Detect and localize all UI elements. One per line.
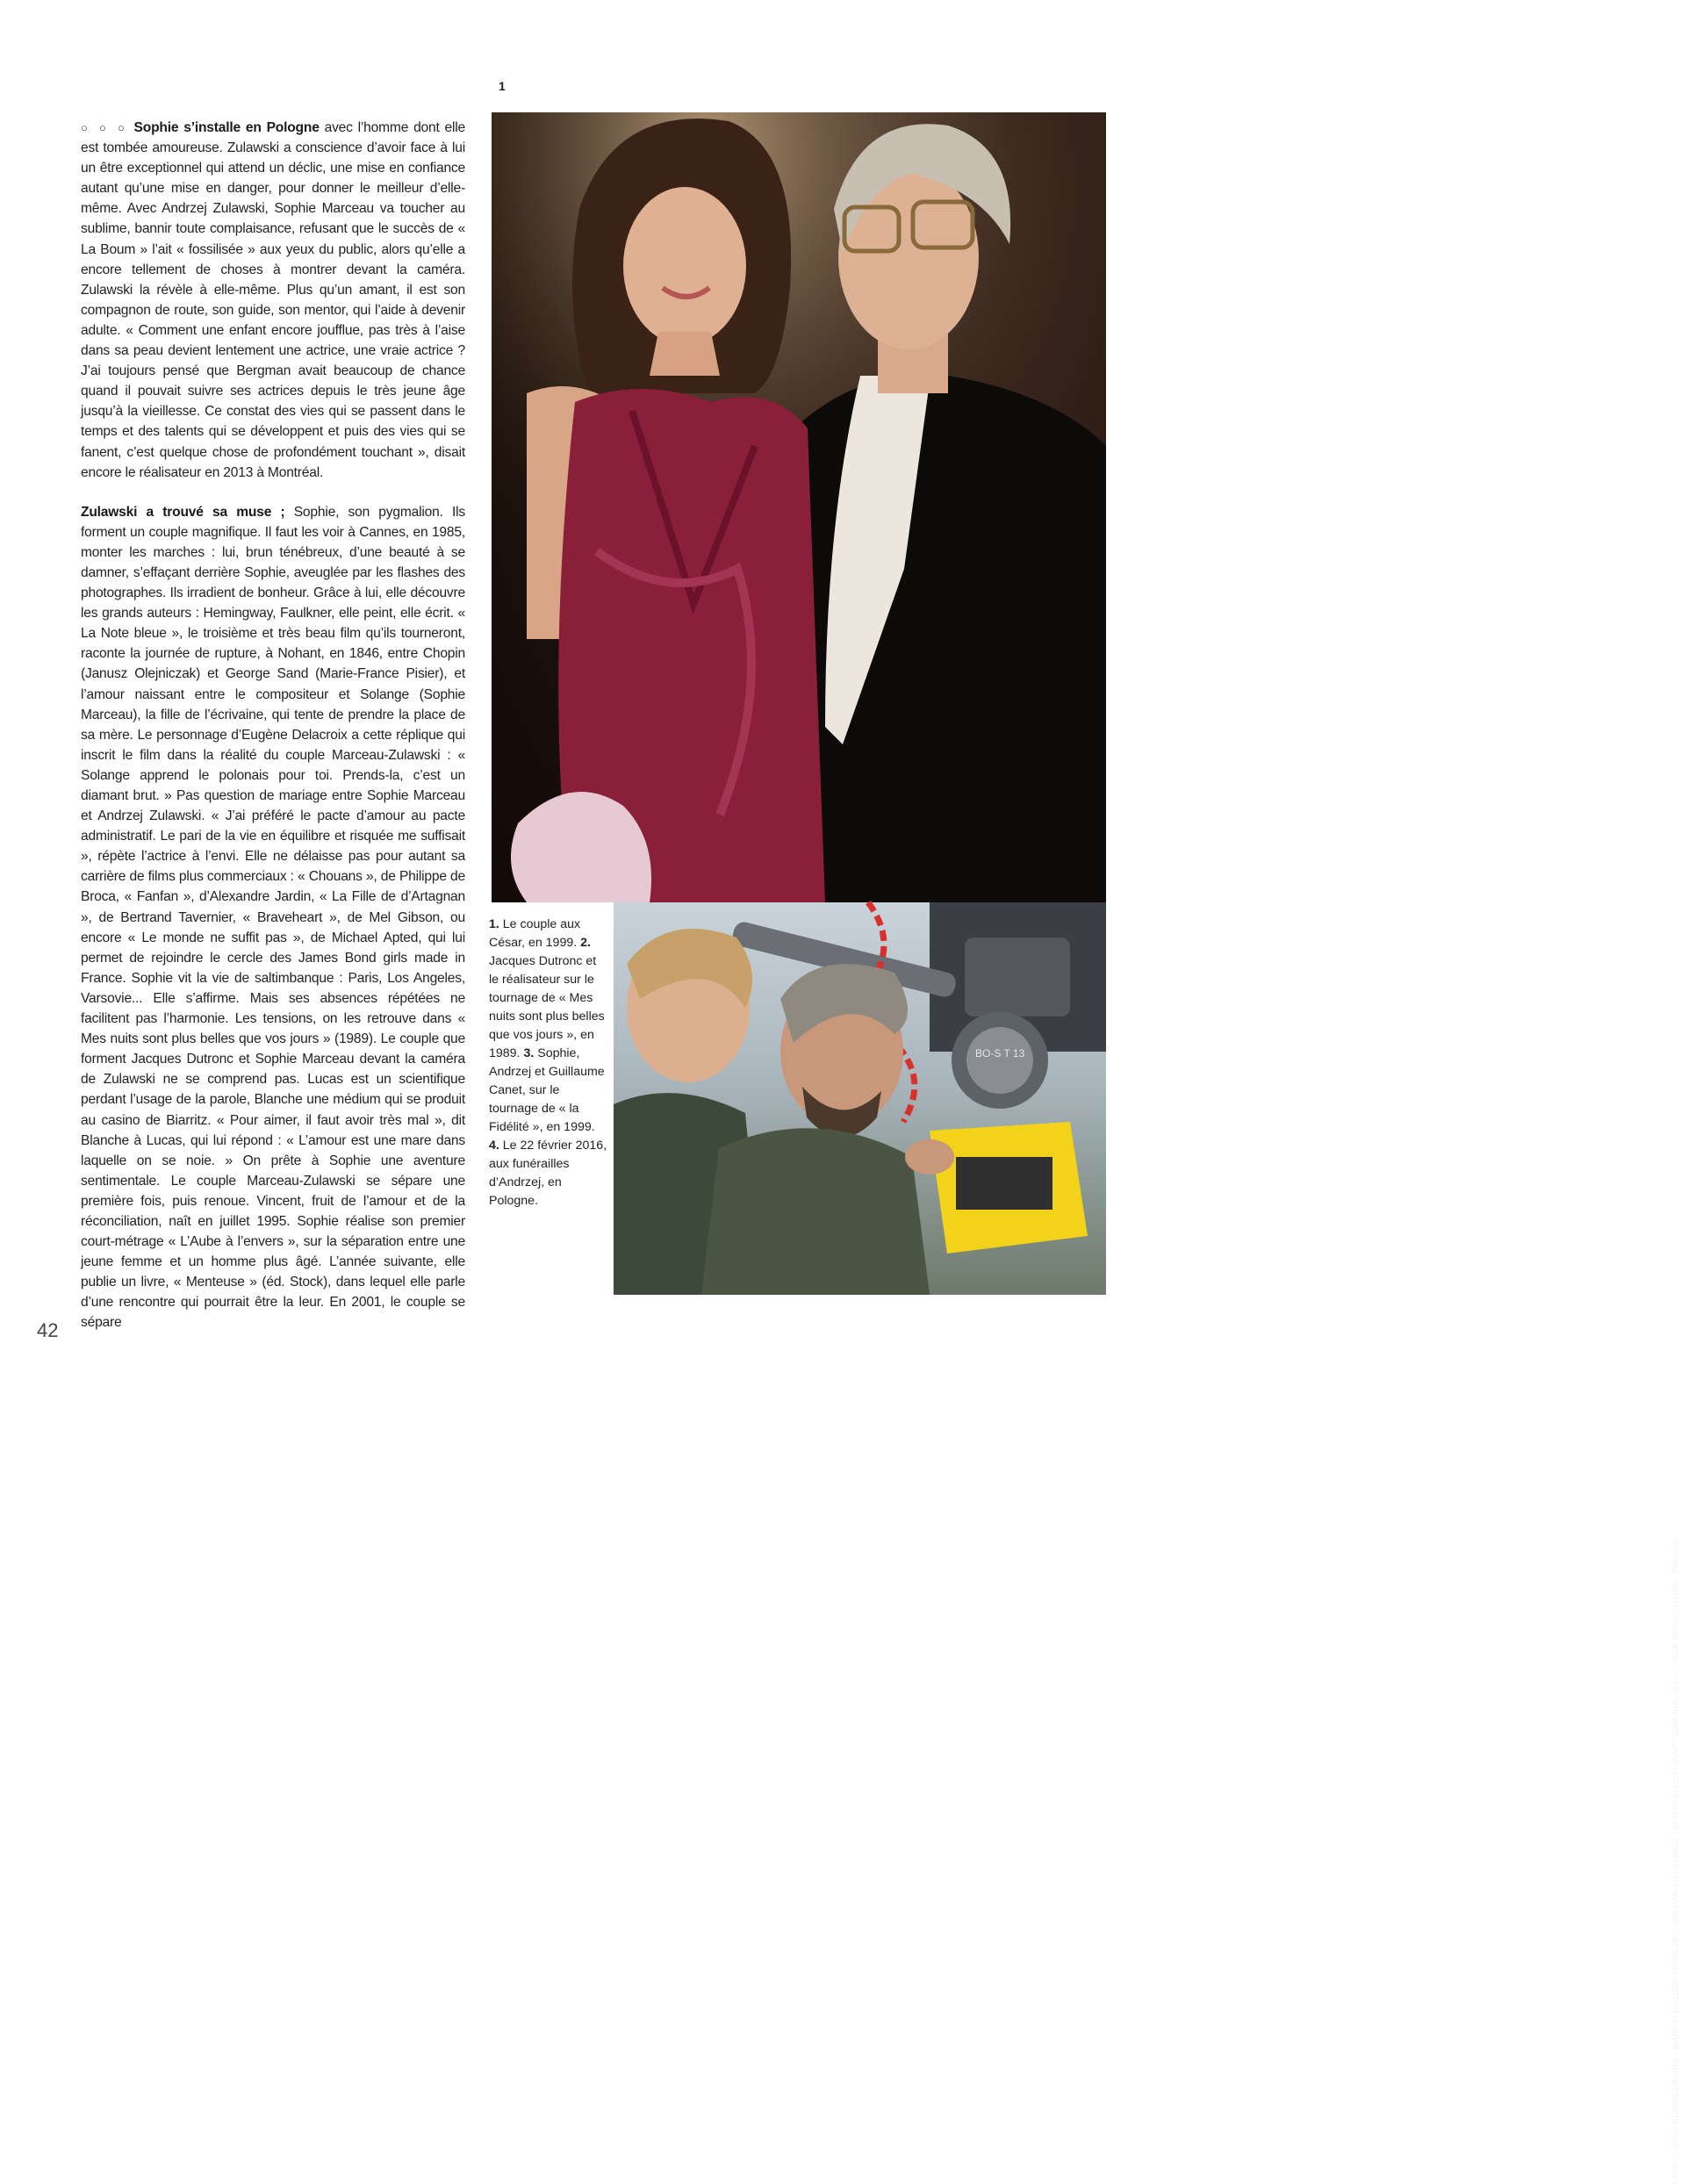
camera-label: BO-S T 13 <box>975 1047 1025 1060</box>
paragraph-1 <box>81 118 465 483</box>
lead-in-2: Zulawski a trouvé sa muse ; <box>81 504 285 520</box>
caption-num-3: 3. <box>523 1046 535 1060</box>
page-number: 42 <box>37 1319 59 1341</box>
photo-2-illustration <box>614 902 1106 1295</box>
caption-text-1: Le couple aux César, en 1999. <box>489 917 581 950</box>
lead-in-1: Sophie s’installe en Pologne <box>133 120 320 135</box>
caption-num-4: 4. <box>489 1139 499 1153</box>
article-column <box>81 118 465 1353</box>
photo-1-number: 1 <box>499 79 506 93</box>
photo-1-illustration <box>492 112 1106 902</box>
photo-film-set <box>614 902 1681 2184</box>
caption-text-4: Le 22 février 2016, aux funérailles d’Andrzej, en Pologne. <box>489 1139 607 1208</box>
section-marks: ○ ○ ○ <box>81 121 129 134</box>
caption-text-2: Jacques Dutronc et le réalisateur sur le tournage de « Mes nuits sont plus belles que vos jours », en 1989. <box>489 954 605 1060</box>
caption-num-2: 2. <box>580 936 591 950</box>
paragraph-2 <box>81 502 465 1333</box>
caption-num-1: 1. <box>489 917 499 931</box>
paragraph-1-text: avec l’homme dont elle est tombée amoureuse. Zulawski a conscience d’avoir face à lui un être exceptionnel qui attend un déclic, une mise en confiance autant qu’une mise en danger, pour donner le meilleur d’elle-même. Avec Andrzej Zulawski, Sophie Marceau va toucher au sublime, bannir toute complaisance, refusant que le succès de « La Boum » l’ait « fossilisée » aux yeux du public, alors qu’elle a encore tellement de choses à montrer devant la caméra. Zulawski la révèle à elle-même. Plus qu’un amant, il est son compagnon de route, son guide, son mentor, qui l’aide à devenir adulte. « Comment une enfant encore joufflue, pas très à l’aise dans sa peau devient lentement une actrice, une vraie actrice ? J’ai toujours pensé que Bergman avait beaucoup de chance quand il pouvait suivre ses actrices depuis le très jeune âge jusqu’à la vieillesse. Ce constat des vies qui se passent dans le temps et des talents qui se développent et puis des vies qui se fanent, c’est quelque chose de profondément touchant », disait encore le réalisateur en 2013 à Montréal. <box>81 120 465 480</box>
caption-text-3: Sophie, Andrzej et Guillaume Canet, sur le tournage de « la Fidélité », en 1999. <box>489 1046 605 1134</box>
photo-credit: CHRISTOPHE NEBINGER/SIPA ; MARTIN BECCOUX/RUE DES ARCHIVES/LEEMAGE ; LUC ROUX/SYGMA/SYGMA VIA GETTY ; ALIK KEPLICZ/SIPA ; PRESSE <box>1671 1538 1681 2184</box>
paragraph-2-text: Sophie, son pygmalion. Ils forment un couple magnifique. Il faut les voir à Cannes, en 1985, monter les marches : lui, brun ténébreux, d’une beauté à se damner, s’effaçant derrière Sophie, aveuglée par les flashes des photographes. Ils irradient de bonheur. Grâce à lui, elle découvre les grands auteurs : Hemingway, Faulkner, elle peint, elle écrit. « La Note bleue », le troisième et très beau film qu’ils tourneront, raconte la journée de rupture, à Nohant, en 1846, entre Chopin (Janusz Olejniczak) et George Sand (Marie-France Pisier), et l’amour naissant entre le compositeur et Solange (Sophie Marceau), la fille de l’écrivaine, qui tente de prendre la place de sa mère. Le personnage d’Eugène Delacroix a cette réplique qui inscrit le film dans la réalité du couple Marceau-Zulawski : « Solange apprend le polonais pour toi. Prends-la, c’est un diamant brut. » Pas question de mariage entre Sophie Marceau et Andrzej Zulawski. « J’ai préféré le pacte d’amour au pacte administratif. Le pari de la vie en équilibre et risquée me suffisait », répète l’actrice à l’envi. Elle ne délaisse pas pour autant sa carrière de films plus commerciaux : « Chouans », de Philippe de Broca, « Fanfan », d’Alexandre Jardin, « La Fille de d’Artagnan », de Bertrand Tavernier, « Braveheart », de Mel Gibson, ou encore « Le monde ne suffit pas », de Michael Apted, qui lui permet de rejoindre le cercle des James Bond girls made in France. Sophie vit la vie de saltimbanque : Paris, Los Angeles, Varsovie... Elle s’affirme. Mais ses absences répétées ne facilitent pas l’harmonie. Les tensions, on les retrouve dans « Mes nuits sont plus belles que vos jours » (1989). Le couple que forment Jacques Dutronc et Sophie Marceau devant la caméra de Zulawski ne se comprend pas. Lucas est un scientifique perdant l’usage de la parole, Blanche une médium qui se produit au casino de Biarritz. « Pour aimer, il faut avoir très mal », dit Blanche à Lucas, qui lui répond : « L’amour est une mare dans laquelle on se noie. » On prête à Sophie une aventure sentimentale. Le couple Marceau-Zulawski se sépare une première fois, puis renoue. Vincent, fruit de l’amour et de la réconciliation, naît en juillet 1995. Sophie réalise son premier court-métrage « L’Aube à l’envers », sur la séparation entre une jeune femme et un homme plus âgé. L’année suivante, elle publie un livre, « Menteuse » (éd. Stock), dans lequel elle parle d’une rencontre qui pourrait être la leur. En 2001, le couple se sépare <box>81 504 465 1331</box>
photo-caption <box>489 916 607 1211</box>
photo-couple-cesar <box>492 112 1106 902</box>
